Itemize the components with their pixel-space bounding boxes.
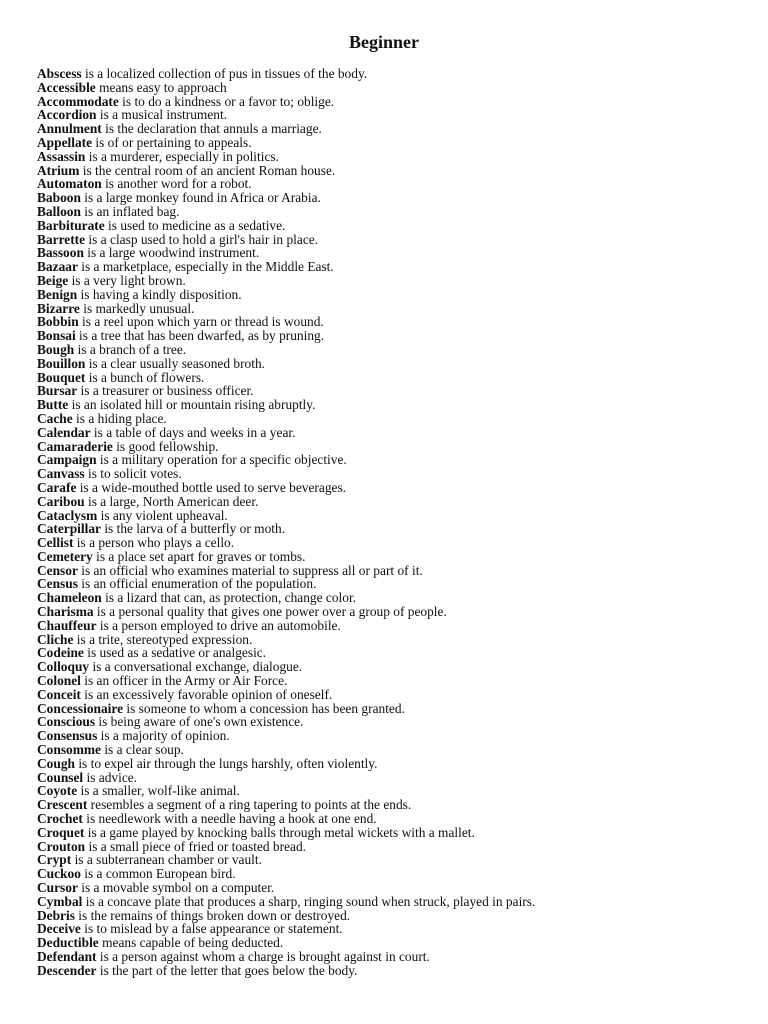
entry-term: Cymbal [37,893,83,909]
entry-definition: is a majority of opinion. [97,728,230,744]
entry-term: Annulment [37,121,102,137]
entry-term: Colonel [37,673,81,689]
entry-term: Barrette [37,231,86,247]
entry-definition: is a clasp used to hold a girl's hair in place. [85,231,319,247]
entry-term: Counsel [37,769,84,785]
vocabulary-entry [37,646,757,660]
vocabulary-entry [37,509,757,523]
vocabulary-entry [37,881,757,895]
entry-term: Bouillon [37,355,86,371]
vocabulary-entry [37,550,757,564]
vocabulary-entry [37,398,757,412]
vocabulary-entry [37,826,757,840]
vocabulary-entry [37,895,757,909]
entry-term: Coyote [37,783,78,799]
entry-term: Canvass [37,466,85,482]
entry-definition: is a marketplace, especially in the Middle East. [77,259,334,275]
vocabulary-entry [37,288,757,302]
vocabulary-entry [37,95,757,109]
entry-term: Caterpillar [37,521,101,537]
vocabulary-entry [37,108,757,122]
entry-term: Balloon [37,203,81,219]
entry-term: Consomme [37,742,101,758]
entry-definition: is a person against whom a charge is brought against in court. [96,949,430,964]
vocabulary-entry [37,853,757,867]
entry-term: Codeine [37,645,84,661]
entry-definition: is good fellowship. [112,438,219,454]
vocabulary-entry [37,177,757,191]
vocabulary-entry [37,343,757,357]
entry-definition: is the remains of things broken down or destroyed. [74,907,351,923]
vocabulary-entry [37,922,757,936]
entry-definition: is a reel upon which yarn or thread is wound. [78,314,324,330]
entry-definition: is markedly unusual. [79,300,195,316]
entry-definition: is a concave plate that produces a sharp, ringing sound when struck, played in pairs. [82,893,536,909]
vocabulary-entry [37,205,757,219]
vocabulary-list [37,67,757,978]
entry-term: Accessible [37,79,96,95]
entry-term: Cuckoo [37,866,81,882]
entry-term: Carafe [37,479,77,495]
entry-definition: is the part of the letter that goes below the body. [96,962,358,978]
entry-term: Croquet [37,824,85,840]
entry-definition: is a clear soup. [100,742,184,758]
entry-term: Chameleon [37,590,102,606]
vocabulary-entry [37,384,757,398]
entry-definition: is to solicit votes. [84,466,182,482]
entry-definition: is a subterranean chamber or vault. [71,852,262,868]
entry-term: Bobbin [37,314,79,330]
vocabulary-entry [37,495,757,509]
vocabulary-entry [37,798,757,812]
entry-term: Calendar [37,424,91,440]
vocabulary-entry [37,246,757,260]
entry-term: Debris [37,907,75,923]
entry-definition: means capable of being deducted. [98,935,284,951]
entry-definition: resembles a segment of a ring tapering to points at the ends. [87,797,412,813]
entry-term: Census [37,576,78,592]
vocabulary-entry [37,936,757,950]
vocabulary-entry [37,950,757,964]
vocabulary-entry [37,757,757,771]
entry-term: Bassoon [37,245,84,261]
entry-term: Consensus [37,728,98,744]
vocabulary-entry [37,591,757,605]
entry-term: Cache [37,410,73,426]
entry-definition: is of or pertaining to appeals. [92,134,252,150]
entry-term: Bonsai [37,328,76,344]
entry-definition: is advice. [83,769,138,785]
entry-definition: is any violent upheaval. [97,507,228,523]
entry-term: Camaraderie [37,438,113,454]
vocabulary-entry [37,674,757,688]
entry-term: Crochet [37,811,83,827]
entry-definition: is an official who examines material to suppress all or part of it. [77,562,423,578]
entry-definition: is a personal quality that gives one power over a group of people. [93,604,447,620]
entry-term: Colloquy [37,659,90,675]
entry-definition: is a treasurer or business officer. [77,383,254,399]
vocabulary-entry [37,867,757,881]
entry-term: Crouton [37,838,86,854]
entry-term: Bouquet [37,369,86,385]
entry-term: Descender [37,962,97,978]
entry-definition: is an excessively favorable opinion of oneself. [80,686,333,702]
entry-definition: is a large, North American deer. [84,493,259,509]
entry-term: Cliche [37,631,74,647]
vocabulary-entry [37,329,757,343]
entry-definition: is needlework with a needle having a hook at one end. [82,811,377,827]
entry-term: Atrium [37,162,80,178]
entry-term: Butte [37,397,69,413]
vocabulary-entry [37,219,757,233]
entry-definition: is used as a sedative or analgesic. [83,645,267,661]
vocabulary-entry [37,274,757,288]
entry-term: Cough [37,755,75,771]
entry-definition: is an official enumeration of the population. [77,576,317,592]
entry-definition: is an isolated hill or mountain rising abruptly. [68,397,316,413]
entry-definition: is the central room of an ancient Roman house. [79,162,336,178]
entry-term: Benign [37,286,78,302]
entry-term: Abscess [37,66,82,81]
entry-definition: is a bunch of flowers. [85,369,205,385]
vocabulary-entry [37,564,757,578]
vocabulary-entry [37,784,757,798]
vocabulary-entry [37,909,757,923]
entry-definition: is a conversational exchange, dialogue. [89,659,303,675]
entry-definition: is a large woodwind instrument. [83,245,260,261]
vocabulary-entry [37,467,757,481]
entry-definition: is a smaller, wolf-like animal. [77,783,240,799]
entry-term: Campaign [37,452,97,468]
vocabulary-entry [37,426,757,440]
vocabulary-entry [37,619,757,633]
entry-term: Crypt [37,852,72,868]
vocabulary-entry [37,702,757,716]
entry-definition: is the declaration that annuls a marriage. [101,121,322,137]
entry-term: Defendant [37,949,97,964]
vocabulary-entry [37,605,757,619]
entry-definition: is an officer in the Army or Air Force. [80,673,288,689]
entry-definition: is a hiding place. [72,410,167,426]
entry-definition: is to mislead by a false appearance or statement. [80,921,343,937]
entry-definition: is being aware of one's own existence. [95,714,304,730]
entry-definition: is to do a kindness or a favor to; oblige. [118,93,335,109]
vocabulary-entry [37,371,757,385]
vocabulary-entry [37,577,757,591]
entry-term: Crescent [37,797,88,813]
entry-definition: is someone to whom a concession has been granted. [123,700,405,716]
entry-term: Cemetery [37,548,93,564]
vocabulary-entry [37,715,757,729]
vocabulary-entry [37,67,757,81]
vocabulary-entry [37,481,757,495]
entry-definition: is a military operation for a specific objective. [96,452,347,468]
entry-term: Assassin [37,148,86,164]
vocabulary-entry [37,660,757,674]
vocabulary-entry [37,440,757,454]
entry-term: Accommodate [37,93,119,109]
entry-definition: is a large monkey found in Africa or Arabia. [80,190,321,206]
entry-term: Deductible [37,935,99,951]
entry-term: Bizarre [37,300,80,316]
vocabulary-entry [37,315,757,329]
entry-definition: is a clear usually seasoned broth. [85,355,265,371]
vocabulary-entry [37,302,757,316]
entry-term: Bursar [37,383,78,399]
vocabulary-entry [37,536,757,550]
entry-definition: is the larva of a butterfly or moth. [100,521,286,537]
entry-term: Deceive [37,921,81,937]
vocabulary-entry [37,729,757,743]
entry-definition: is a game played by knocking balls through metal wickets with a mallet. [84,824,475,840]
entry-term: Beige [37,272,69,288]
vocabulary-entry [37,412,757,426]
entry-definition: is another word for a robot. [101,176,252,192]
page-title: Beginner [349,32,419,52]
entry-term: Barbiturate [37,217,105,233]
entry-term: Conscious [37,714,96,730]
vocabulary-entry [37,688,757,702]
entry-definition: is a place set apart for graves or tombs. [92,548,306,564]
vocabulary-entry [37,191,757,205]
entry-definition: is a person employed to drive an automobile. [96,617,341,633]
entry-definition: is a common European bird. [80,866,236,882]
vocabulary-entry [37,964,757,978]
entry-definition: is a murderer, especially in politics. [85,148,279,164]
entry-term: Cellist [37,535,74,551]
vocabulary-entry [37,81,757,95]
vocabulary-entry [37,840,757,854]
entry-term: Concessionaire [37,700,124,716]
vocabulary-entry [37,164,757,178]
entry-definition: is a very light brown. [68,272,186,288]
vocabulary-entry [37,522,757,536]
vocabulary-entry [37,453,757,467]
entry-term: Cursor [37,880,78,896]
vocabulary-entry [37,136,757,150]
entry-definition: is a trite, stereotyped expression. [73,631,253,647]
entry-term: Charisma [37,604,94,620]
vocabulary-entry [37,743,757,757]
entry-definition: is a small piece of fried or toasted bread. [85,838,306,854]
entry-definition: means easy to approach [95,79,227,95]
entry-definition: is a branch of a tree. [74,341,187,357]
entry-definition: is a table of days and weeks in a year. [90,424,296,440]
entry-definition: is used to medicine as a sedative. [104,217,286,233]
entry-definition: is having a kindly disposition. [77,286,242,302]
entry-definition: is a person who plays a cello. [73,535,235,551]
entry-term: Appellate [37,134,93,150]
entry-term: Cataclysm [37,507,98,523]
entry-definition: is a localized collection of pus in tissues of the body. [81,66,368,81]
vocabulary-entry [37,812,757,826]
entry-term: Censor [37,562,78,578]
vocabulary-entry [37,771,757,785]
entry-term: Bazaar [37,259,78,275]
entry-term: Chauffeur [37,617,97,633]
entry-definition: is a movable symbol on a computer. [77,880,275,896]
entry-definition: is a lizard that can, as protection, change color. [101,590,357,606]
entry-term: Caribou [37,493,85,509]
entry-term: Conceit [37,686,81,702]
entry-term: Baboon [37,190,81,206]
vocabulary-entry [37,357,757,371]
entry-definition: is a wide-mouthed bottle used to serve beverages. [76,479,347,495]
vocabulary-entry [37,233,757,247]
vocabulary-entry [37,260,757,274]
entry-term: Accordion [37,107,97,123]
vocabulary-entry [37,633,757,647]
vocabulary-entry [37,122,757,136]
entry-term: Bough [37,341,75,357]
entry-term: Automaton [37,176,102,192]
vocabulary-entry [37,150,757,164]
entry-definition: is a musical instrument. [96,107,228,123]
entry-definition: is to expel air through the lungs harshly, often violently. [74,755,378,771]
entry-definition: is an inflated bag. [80,203,180,219]
entry-definition: is a tree that has been dwarfed, as by pruning. [75,328,325,344]
